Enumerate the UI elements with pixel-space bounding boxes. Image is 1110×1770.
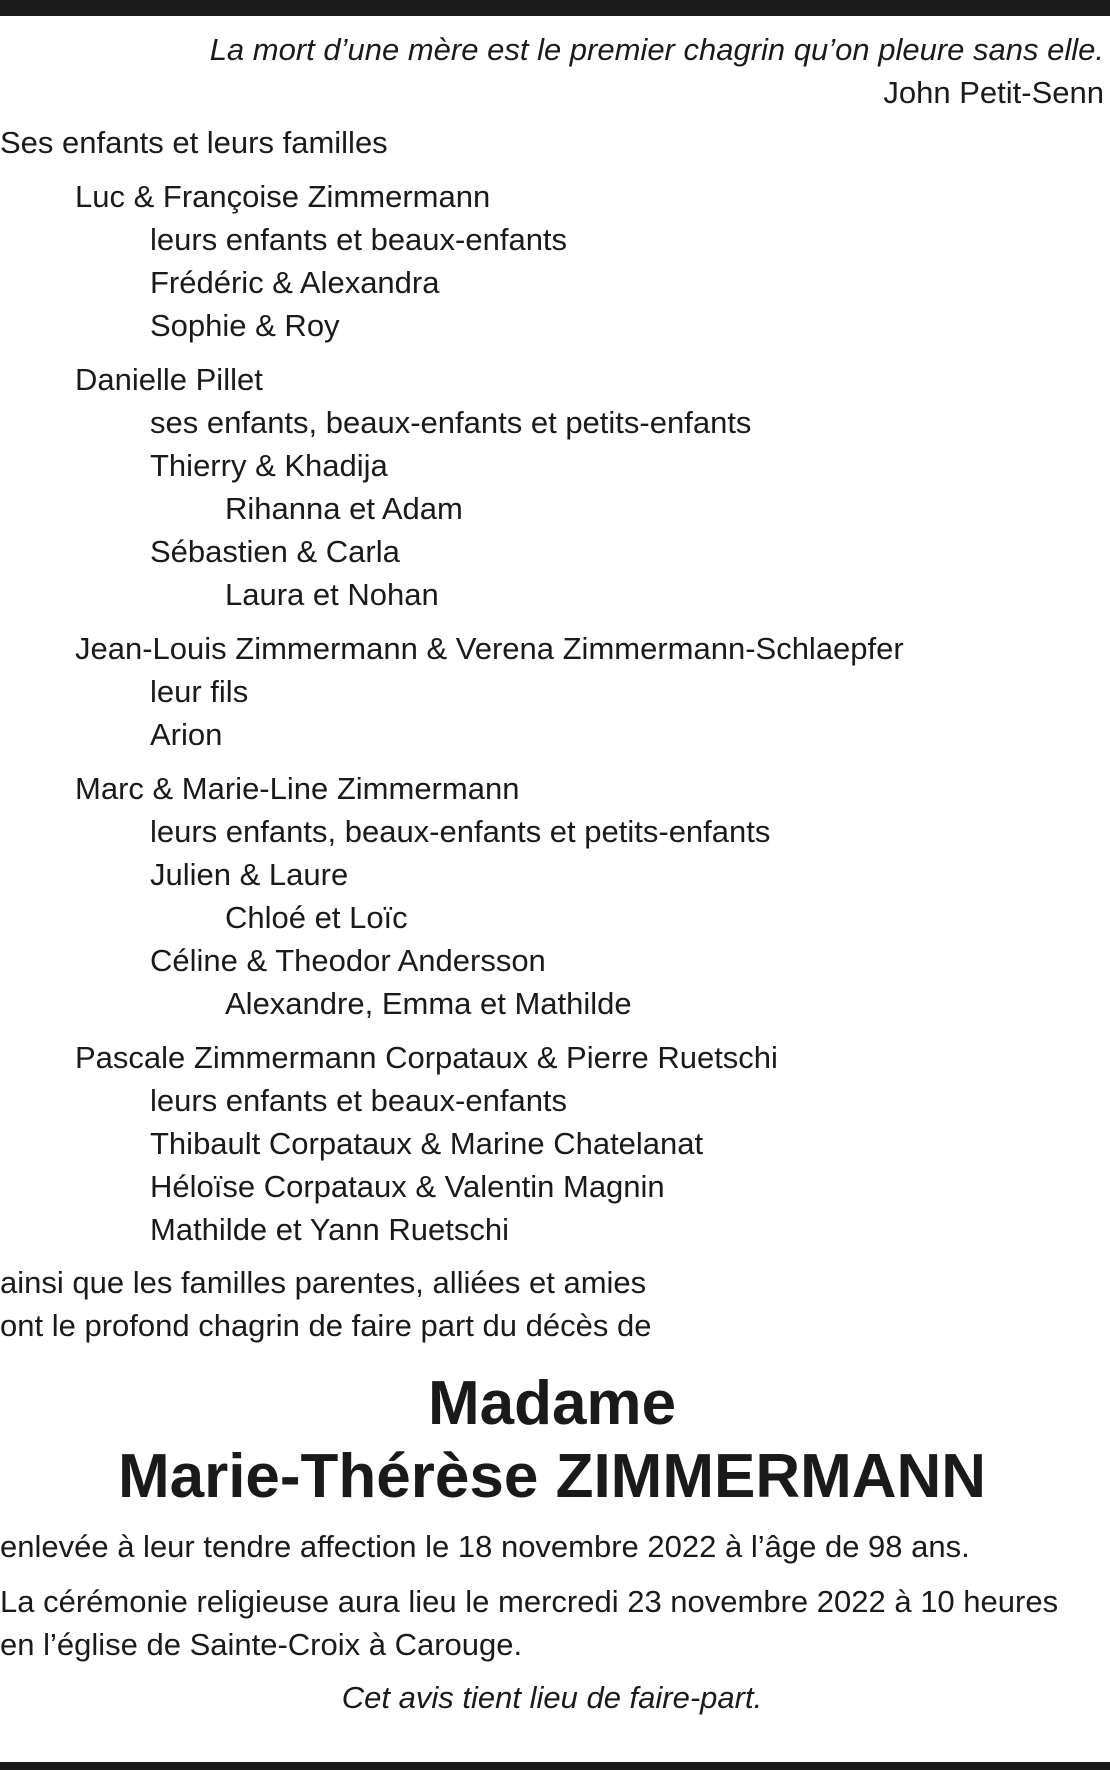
tail-line: ainsi que les familles parentes, alliées et amies <box>0 1265 647 1300</box>
family-head: Danielle Pillet <box>75 362 263 397</box>
family-member-line: Julien & Laure <box>150 857 349 892</box>
epigraph-author: John Petit-Senn <box>883 75 1104 110</box>
bottom-rule <box>0 1762 1110 1770</box>
family-member-line: Héloïse Corpataux & Valentin Magnin <box>150 1169 665 1204</box>
family-head: Marc & Marie-Line Zimmermann <box>75 771 520 806</box>
family-member-line: Sophie & Roy <box>150 308 340 343</box>
family-group <box>0 1036 1104 1251</box>
ceremony-line: La cérémonie religieuse aura lieu le mercredi 23 novembre 2022 à 10 heures <box>0 1584 1059 1619</box>
closing-note: Cet avis tient lieu de faire-part. <box>341 1680 763 1715</box>
family-group <box>0 627 1104 756</box>
family-head: Luc & Françoise Zimmermann <box>75 179 491 214</box>
family-member-line: Frédéric & Alexandra <box>150 265 440 300</box>
family-member-line: leurs enfants et beaux-enfants <box>150 222 568 257</box>
family-member-line: Arion <box>150 717 223 752</box>
family-member-line: Mathilde et Yann Ruetschi <box>150 1212 510 1247</box>
family-member-line: Thibault Corpataux & Marine Chatelanat <box>150 1126 704 1161</box>
tail-line: ont le profond chagrin de faire part du décès de <box>0 1308 652 1343</box>
family-member-line: Céline & Theodor Andersson <box>150 943 546 978</box>
family-member-line: Thierry & Khadija <box>150 448 388 483</box>
family-head: Pascale Zimmermann Corpataux & Pierre Ruetschi <box>75 1040 778 1075</box>
epigraph-quote: La mort d’une mère est le premier chagrin qu’on pleure sans elle. <box>209 32 1104 67</box>
family-group <box>0 767 1104 1025</box>
grandchild-line: Rihanna et Adam <box>225 491 463 526</box>
family-member-line: leur fils <box>150 674 249 709</box>
obituary-notice <box>0 28 1104 1719</box>
top-rule <box>0 0 1110 16</box>
grandchild-line: Alexandre, Emma et Mathilde <box>225 986 632 1021</box>
intro-line: Ses enfants et leurs familles <box>0 125 388 160</box>
ceremony-block <box>0 1580 1104 1666</box>
family-group <box>0 358 1104 616</box>
family-member-line: leurs enfants, beaux-enfants et petits-enfants <box>150 814 771 849</box>
ceremony-line: en l’église de Sainte-Croix à Carouge. <box>0 1627 523 1662</box>
deceased-title: Madame <box>427 1369 677 1438</box>
family-member-line: Sébastien & Carla <box>150 534 400 569</box>
family-group <box>0 175 1104 347</box>
grandchild-line: Chloé et Loïc <box>225 900 408 935</box>
deceased-name: Marie-Thérèse ZIMMERMANN <box>117 1442 987 1511</box>
family-list <box>0 175 1104 1251</box>
passing-line: enlevée à leur tendre affection le 18 novembre 2022 à l’âge de 98 ans. <box>0 1529 970 1564</box>
tail-block <box>0 1261 1104 1347</box>
family-member-line: ses enfants, beaux-enfants et petits-enfants <box>150 405 752 440</box>
family-head: Jean-Louis Zimmermann & Verena Zimmermann-Schlaepfer <box>75 631 904 666</box>
grandchild-line: Laura et Nohan <box>225 577 439 612</box>
family-member-line: leurs enfants et beaux-enfants <box>150 1083 568 1118</box>
